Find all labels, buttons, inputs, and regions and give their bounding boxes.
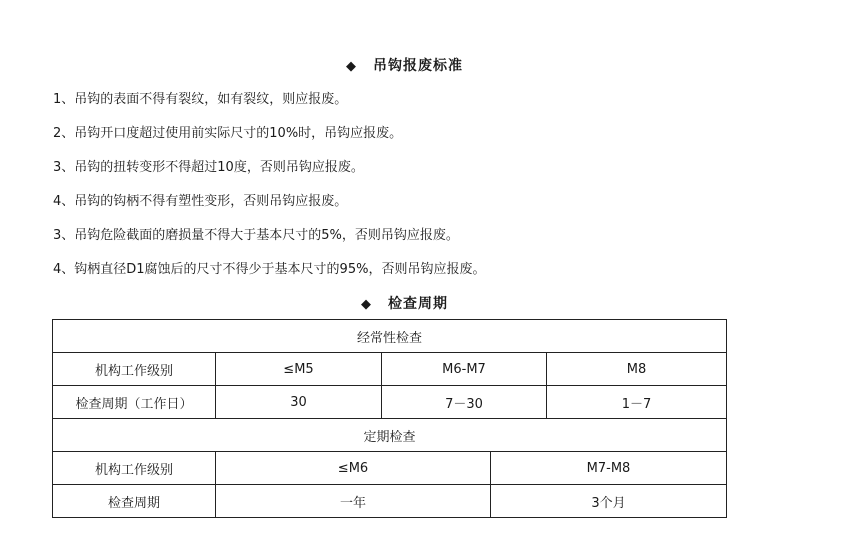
table-row [53,353,727,386]
table-cell: ≤M5 [216,353,382,386]
table-cell: 3个月 [491,485,727,518]
heading-inspection-cycle [0,293,829,313]
list-item: 1、吊钩的表面不得有裂纹，如有裂纹，则应报废。 [53,92,348,107]
table-cell: 机构工作级别 [53,353,216,386]
table-row [53,419,727,452]
table-cell: 一年 [216,485,491,518]
scrap-rules-list [53,92,485,296]
table-cell: 检查周期 [53,485,216,518]
table-row [53,386,727,419]
list-item: 2、吊钩开口度超过使用前实际尺寸的10%时，吊钩应报废。 [53,126,403,141]
table-cell: 30 [216,386,382,419]
table-row [53,485,727,518]
section-periodic-inspection: 定期检查 [53,419,727,452]
table-row [53,320,727,353]
diamond-bullet-icon: ◆ [346,59,357,74]
heading-text: 吊钩报废标准 [373,58,463,74]
table-cell: 检查周期（工作日） [53,386,216,419]
table-cell: ≤M6 [216,452,491,485]
list-item: 3、吊钩危险截面的磨损量不得大于基本尺寸的5%，否则吊钩应报废。 [53,228,459,243]
table-cell: 7－30 [382,386,547,419]
table-cell: M7-M8 [491,452,727,485]
table-cell: 机构工作级别 [53,452,216,485]
table-cell: M6-M7 [382,353,547,386]
table-row [53,452,727,485]
inspection-table [52,319,727,518]
diamond-bullet-icon: ◆ [361,297,372,312]
list-item: 4、吊钩的钩柄不得有塑性变形，否则吊钩应报废。 [53,194,348,209]
heading-text: 检查周期 [388,296,448,312]
heading-scrap-standard [0,55,829,75]
list-item: 4、钩柄直径D1腐蚀后的尺寸不得少于基本尺寸的95%，否则吊钩应报废。 [53,262,486,277]
table-cell: 1－7 [547,386,727,419]
section-frequent-inspection: 经常性检查 [53,320,727,353]
table-cell: M8 [547,353,727,386]
list-item: 3、吊钩的扭转变形不得超过10度，否则吊钩应报废。 [53,160,364,175]
